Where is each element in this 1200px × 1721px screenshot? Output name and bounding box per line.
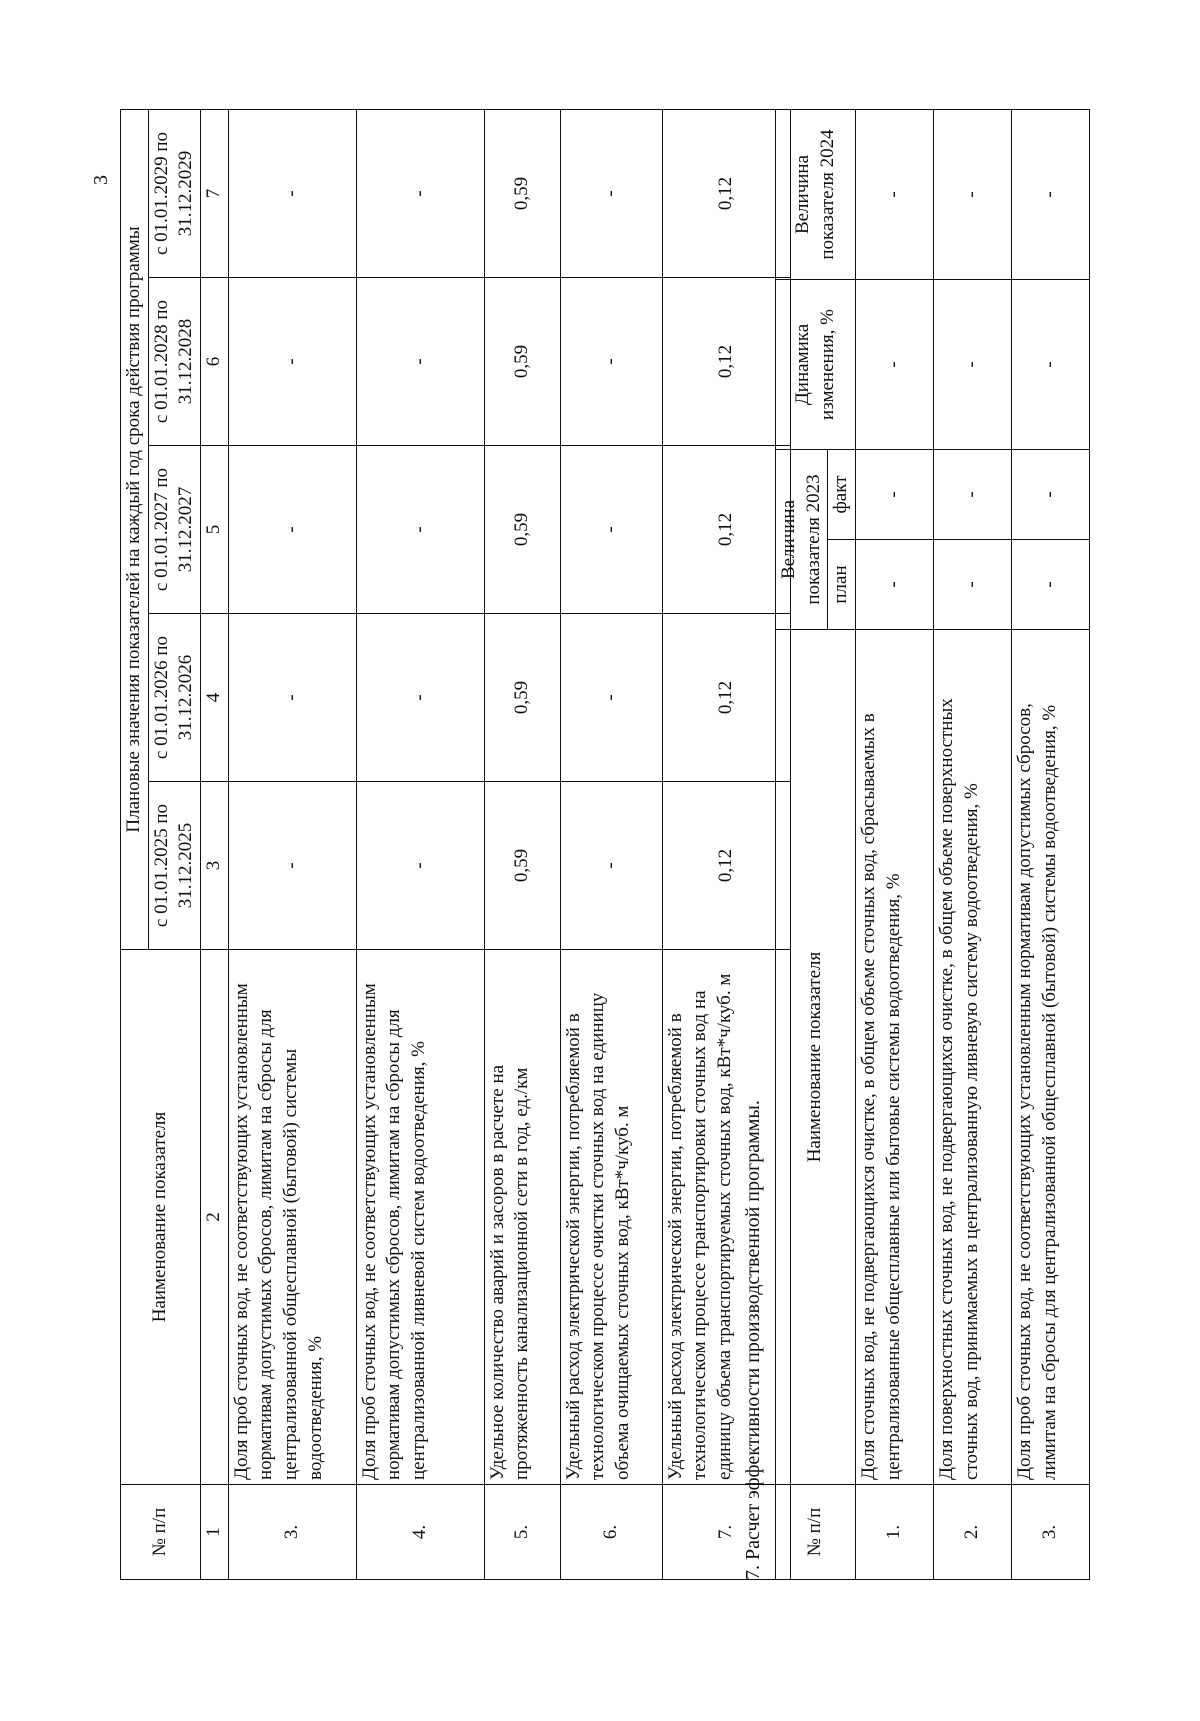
col-header-planned: Плановые значения показателей на каждый год срока действия программы (121, 109, 149, 949)
table-row (856, 110, 934, 1580)
col-header-num: № п/п (776, 1485, 856, 1580)
indicator-name: Доля проб сточных вод, не соответствующих установленным нормативам допустимых сбросов, лимитам на сбросы для централизованной общесплавной (бытовой) системы водоотведения, % (1012, 630, 1090, 1485)
row-number: 7. (662, 1485, 790, 1580)
value-cell: - (228, 278, 356, 446)
table-row (356, 109, 484, 1579)
row-number: 4. (356, 1485, 484, 1580)
col-header-value-2024: Величина показателя 2024 (776, 110, 856, 280)
value-cell: - (1012, 280, 1090, 450)
column-number: 2 (201, 950, 229, 1485)
col-header-dynamics: Динамика изменения, % (776, 280, 856, 450)
efficiency-table (775, 109, 1090, 1580)
row-number: 6. (560, 1485, 662, 1580)
col-header-value-2023: Величина показателя 2023 (776, 450, 828, 630)
value-cell: 0,59 (484, 109, 560, 277)
table-row (560, 109, 662, 1579)
value-cell: - (1012, 540, 1090, 630)
column-number: 6 (201, 278, 229, 446)
row-number: 2. (934, 1485, 1012, 1580)
table-row (662, 109, 790, 1579)
value-cell: - (228, 614, 356, 782)
rotated-page (90, 110, 1080, 1580)
value-cell: - (934, 280, 1012, 450)
value-cell: - (356, 278, 484, 446)
value-cell: - (228, 782, 356, 950)
column-number: 7 (201, 109, 229, 277)
value-cell: - (934, 540, 1012, 630)
value-cell: 0,59 (484, 614, 560, 782)
row-number: 1. (856, 1485, 934, 1580)
col-header-name: Наименование показателя (121, 950, 201, 1485)
period-header: с 01.01.2026 по 31.12.2026 (148, 614, 200, 782)
value-cell: - (356, 782, 484, 950)
value-cell: - (934, 450, 1012, 540)
value-cell: 0,12 (662, 782, 790, 950)
planned-values-table (120, 109, 791, 1580)
value-cell: - (856, 450, 934, 540)
value-cell: - (228, 109, 356, 277)
row-number: 3. (1012, 1485, 1090, 1580)
period-header: с 01.01.2028 по 31.12.2028 (148, 278, 200, 446)
value-cell: - (356, 109, 484, 277)
value-cell: 0,12 (662, 109, 790, 277)
table-row (934, 110, 1012, 1580)
col-header-fact: факт (828, 450, 856, 540)
value-cell: - (560, 446, 662, 614)
value-cell: - (560, 614, 662, 782)
value-cell: 0,12 (662, 278, 790, 446)
col-header-name: Наименование показателя (776, 630, 856, 1485)
indicator-name: Удельный расход электрической энергии, потребляемой в технологическом процессе транспортировки сточных вод на единицу объема транспортируемых сточных вод, кВт*ч/куб. м (662, 950, 790, 1485)
value-cell: - (560, 782, 662, 950)
table-header-row (121, 109, 149, 1579)
table-row (484, 109, 560, 1579)
value-cell: - (356, 614, 484, 782)
period-header: с 01.01.2025 по 31.12.2025 (148, 782, 200, 950)
value-cell: 0,59 (484, 278, 560, 446)
value-cell: - (560, 278, 662, 446)
indicator-name: Удельное количество аварий и засоров в расчете на протяженность канализационной сети в год, ед./км (484, 950, 560, 1485)
col-header-plan: план (828, 540, 856, 630)
value-cell: 0,59 (484, 446, 560, 614)
column-number: 4 (201, 614, 229, 782)
indicator-name: Удельный расход электрической энергии, потребляемой в технологическом процессе очистки сточных вод на единицу объема очищаемых сточных вод, кВт*ч/куб. м (560, 950, 662, 1485)
section-title: 7. Расчет эффективности производственной программы. (742, 1100, 764, 1580)
indicator-name: Доля поверхностных сточных вод, не подвергающихся очистке, в общем объеме поверхностных сточных вод, принимаемых в централизованную ливневую систему водоотведения, % (934, 630, 1012, 1485)
column-number: 5 (201, 446, 229, 614)
value-cell: - (1012, 110, 1090, 280)
value-cell: - (856, 540, 934, 630)
value-cell: 0,59 (484, 782, 560, 950)
period-header: с 01.01.2027 по 31.12.2027 (148, 446, 200, 614)
table-header-row (776, 110, 828, 1580)
table-row (1012, 110, 1090, 1580)
column-number: 1 (201, 1485, 229, 1580)
column-number: 3 (201, 782, 229, 950)
indicator-name: Доля проб сточных вод, не соответствующих установленным нормативам допустимых сбросов, лимитам на сбросы для централизованной ливневой систем водоотведения, % (356, 950, 484, 1485)
value-cell: - (356, 446, 484, 614)
indicator-name: Доля сточных вод, не подвергающихся очистке, в общем объеме сточных вод, сбрасываемых в централизованные общесплавные или бытовые системы водоотведения, % (856, 630, 934, 1485)
column-number-row (201, 109, 229, 1579)
value-cell: - (856, 110, 934, 280)
value-cell: 0,12 (662, 446, 790, 614)
value-cell: - (228, 446, 356, 614)
value-cell: - (856, 280, 934, 450)
value-cell: - (1012, 450, 1090, 540)
table-row (228, 109, 356, 1579)
row-number: 5. (484, 1485, 560, 1580)
value-cell: - (560, 109, 662, 277)
page-number: 3 (90, 175, 112, 185)
indicator-name: Доля проб сточных вод, не соответствующих установленным нормативам допустимых сбросов, лимитам на сбросы для централизованной общесплавной (бытовой) системы водоотведения, % (228, 950, 356, 1485)
value-cell: 0,12 (662, 614, 790, 782)
col-header-num: № п/п (121, 1485, 201, 1580)
value-cell: - (934, 110, 1012, 280)
row-number: 3. (228, 1485, 356, 1580)
period-header: с 01.01.2029 по 31.12.2029 (148, 109, 200, 277)
